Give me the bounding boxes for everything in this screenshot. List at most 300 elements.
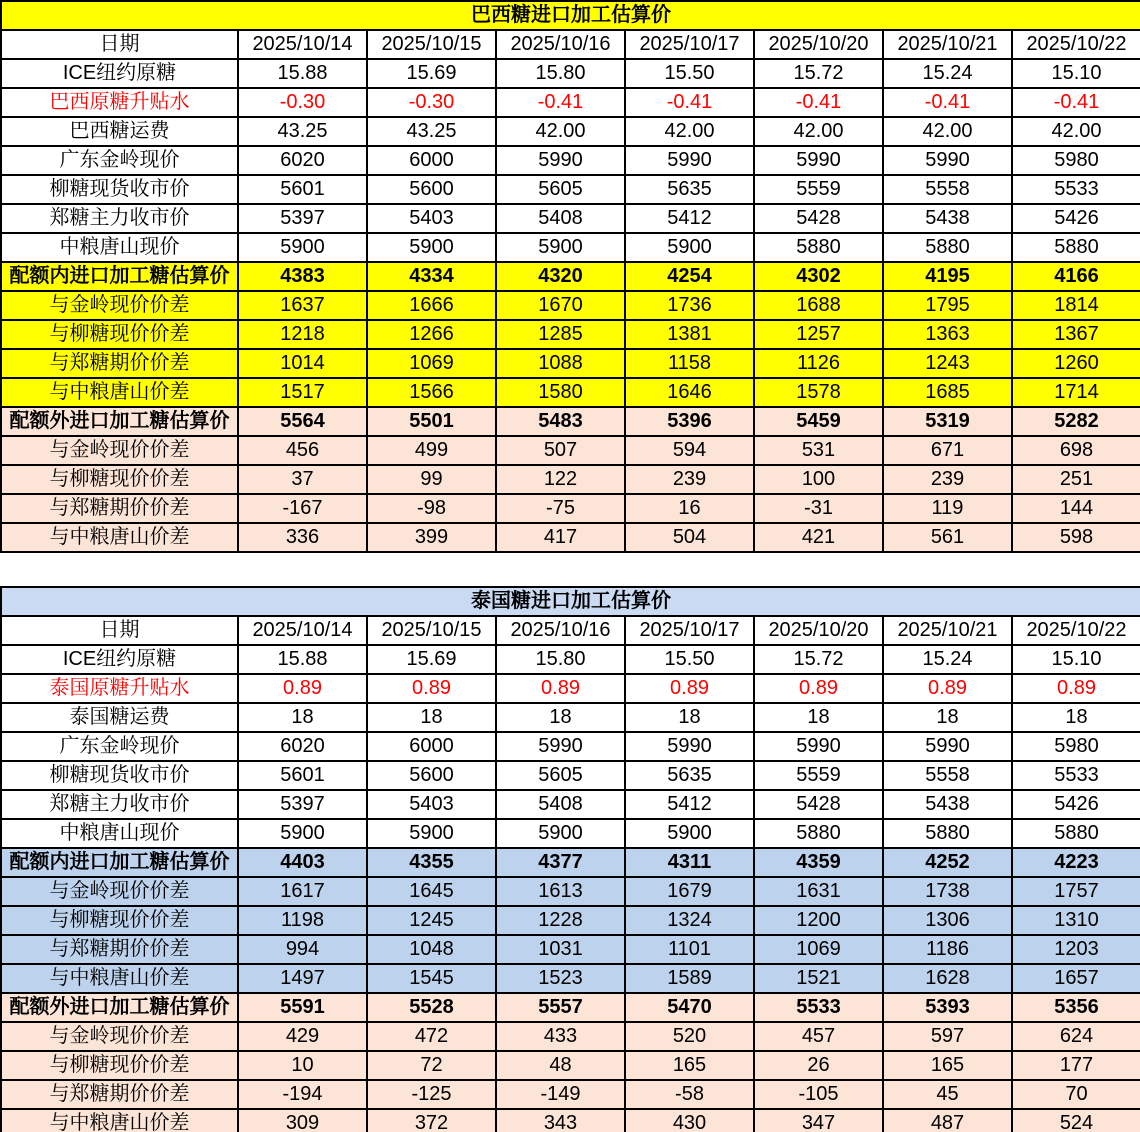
cell-value: 487 [883, 1109, 1012, 1132]
cell-value: 343 [496, 1109, 625, 1132]
cell-value: 4311 [625, 848, 754, 877]
cell-value: 1218 [238, 320, 367, 349]
cell-value: 1566 [367, 378, 496, 407]
cell-value: 42.00 [1012, 117, 1140, 146]
cell-value: 433 [496, 1022, 625, 1051]
date-header-cell: 2025/10/20 [754, 616, 883, 645]
cell-value: 347 [754, 1109, 883, 1132]
cell-value: 37 [238, 465, 367, 494]
cell-value: 5397 [238, 204, 367, 233]
cell-value: 99 [367, 465, 496, 494]
cell-value: 70 [1012, 1080, 1140, 1109]
cell-value: 5900 [238, 233, 367, 262]
cell-value: 15.50 [625, 59, 754, 88]
cell-value: 5319 [883, 407, 1012, 436]
cell-value: 1795 [883, 291, 1012, 320]
table-row [1, 993, 1140, 1022]
cell-value: 5900 [238, 819, 367, 848]
row-label: ICE纽约原糖 [1, 645, 238, 674]
cell-value: -0.41 [496, 88, 625, 117]
table-row [1, 407, 1140, 436]
cell-value: 0.89 [625, 674, 754, 703]
cell-value: 1324 [625, 906, 754, 935]
cell-value: 1228 [496, 906, 625, 935]
cell-value: 0.89 [367, 674, 496, 703]
cell-value: 18 [883, 703, 1012, 732]
cell-value: 5558 [883, 175, 1012, 204]
cell-value: 251 [1012, 465, 1140, 494]
cell-value: 5393 [883, 993, 1012, 1022]
date-header-cell: 2025/10/16 [496, 616, 625, 645]
row-label: 与柳糖现价价差 [1, 320, 238, 349]
cell-value: 1631 [754, 877, 883, 906]
cell-value: 5990 [754, 146, 883, 175]
row-label: 与柳糖现价价差 [1, 1051, 238, 1080]
date-header-cell: 2025/10/20 [754, 30, 883, 59]
cell-value: 0.89 [238, 674, 367, 703]
cell-value: 5900 [496, 819, 625, 848]
cell-value: 239 [625, 465, 754, 494]
table-row [1, 465, 1140, 494]
cell-value: 5426 [1012, 790, 1140, 819]
cell-value: 15.10 [1012, 645, 1140, 674]
cell-value: 561 [883, 523, 1012, 552]
row-label: 与柳糖现价价差 [1, 465, 238, 494]
cell-value: 5528 [367, 993, 496, 1022]
row-label: 与郑糖期价价差 [1, 1080, 238, 1109]
table-row [1, 732, 1140, 761]
cell-value: 100 [754, 465, 883, 494]
cell-value: 5428 [754, 790, 883, 819]
cell-value: 15.69 [367, 645, 496, 674]
cell-value: 0.89 [1012, 674, 1140, 703]
cell-value: 1088 [496, 349, 625, 378]
cell-value: 5564 [238, 407, 367, 436]
table-row [1, 59, 1140, 88]
cell-value: 1158 [625, 349, 754, 378]
cell-value: 5900 [625, 819, 754, 848]
table-row [1, 378, 1140, 407]
row-label: 与金岭现价价差 [1, 436, 238, 465]
cell-value: 15.50 [625, 645, 754, 674]
table-row [1, 964, 1140, 993]
row-label: 与中粮唐山价差 [1, 378, 238, 407]
cell-value: 5533 [754, 993, 883, 1022]
row-label: 郑糖主力收市价 [1, 204, 238, 233]
row-label: 与郑糖期价价差 [1, 494, 238, 523]
cell-value: 10 [238, 1051, 367, 1080]
cell-value: 1517 [238, 378, 367, 407]
cell-value: 5900 [625, 233, 754, 262]
cell-value: 5880 [1012, 819, 1140, 848]
cell-value: 456 [238, 436, 367, 465]
date-header-label: 日期 [1, 30, 238, 59]
cell-value: 1245 [367, 906, 496, 935]
cell-value: 457 [754, 1022, 883, 1051]
cell-value: 1523 [496, 964, 625, 993]
cell-value: -105 [754, 1080, 883, 1109]
date-header-cell: 2025/10/14 [238, 30, 367, 59]
cell-value: -167 [238, 494, 367, 523]
cell-value: -149 [496, 1080, 625, 1109]
cell-value: 1685 [883, 378, 1012, 407]
cell-value: 5412 [625, 204, 754, 233]
cell-value: 5397 [238, 790, 367, 819]
cell-value: 5990 [625, 146, 754, 175]
date-header-cell: 2025/10/17 [625, 616, 754, 645]
table-row [1, 703, 1140, 732]
date-header-cell: 2025/10/17 [625, 30, 754, 59]
cell-value: 1203 [1012, 935, 1140, 964]
cell-value: 5990 [883, 732, 1012, 761]
date-header-cell: 2025/10/15 [367, 616, 496, 645]
date-header-cell: 2025/10/15 [367, 30, 496, 59]
cell-value: 18 [238, 703, 367, 732]
date-header-cell: 2025/10/14 [238, 616, 367, 645]
cell-value: 5605 [496, 761, 625, 790]
cell-value: 5990 [625, 732, 754, 761]
row-label: 巴西糖运费 [1, 117, 238, 146]
cell-value: 1679 [625, 877, 754, 906]
cell-value: 5990 [496, 732, 625, 761]
cell-value: 520 [625, 1022, 754, 1051]
cell-value: 18 [754, 703, 883, 732]
cell-value: 4195 [883, 262, 1012, 291]
cell-value: -0.41 [1012, 88, 1140, 117]
cell-value: 336 [238, 523, 367, 552]
cell-value: 1637 [238, 291, 367, 320]
cell-value: 507 [496, 436, 625, 465]
cell-value: 5600 [367, 761, 496, 790]
cell-value: 421 [754, 523, 883, 552]
cell-value: 499 [367, 436, 496, 465]
cell-value: 6000 [367, 732, 496, 761]
cell-value: 15.24 [883, 645, 1012, 674]
cell-value: 1243 [883, 349, 1012, 378]
cell-value: 15.72 [754, 59, 883, 88]
cell-value: 1306 [883, 906, 1012, 935]
table-row [1, 320, 1140, 349]
cell-value: 5880 [1012, 233, 1140, 262]
table-row [1, 175, 1140, 204]
cell-value: 4377 [496, 848, 625, 877]
table-row [1, 291, 1140, 320]
cell-value: 1714 [1012, 378, 1140, 407]
cell-value: 5403 [367, 790, 496, 819]
cell-value: 18 [367, 703, 496, 732]
cell-value: 0.89 [496, 674, 625, 703]
cell-value: 5990 [754, 732, 883, 761]
table-row [1, 262, 1140, 291]
cell-value: 309 [238, 1109, 367, 1132]
row-label: 柳糖现货收市价 [1, 175, 238, 204]
cell-value: 5438 [883, 790, 1012, 819]
cell-value: 1069 [367, 349, 496, 378]
cell-value: 1545 [367, 964, 496, 993]
table-row [1, 819, 1140, 848]
cell-value: 15.88 [238, 645, 367, 674]
row-label: 配额内进口加工糖估算价 [1, 848, 238, 877]
thailand-sugar-table [0, 586, 1140, 1132]
table-gap [0, 553, 1140, 586]
title-row [1, 587, 1140, 616]
table-row [1, 1051, 1140, 1080]
cell-value: 42.00 [625, 117, 754, 146]
cell-value: 5396 [625, 407, 754, 436]
cell-value: 472 [367, 1022, 496, 1051]
cell-value: 594 [625, 436, 754, 465]
cell-value: 4383 [238, 262, 367, 291]
cell-value: 399 [367, 523, 496, 552]
cell-value: 42.00 [496, 117, 625, 146]
cell-value: 15.88 [238, 59, 367, 88]
cell-value: 597 [883, 1022, 1012, 1051]
cell-value: 1497 [238, 964, 367, 993]
cell-value: 4302 [754, 262, 883, 291]
table-row [1, 146, 1140, 175]
cell-value: 5356 [1012, 993, 1140, 1022]
cell-value: 5990 [883, 146, 1012, 175]
cell-value: 698 [1012, 436, 1140, 465]
cell-value: 5438 [883, 204, 1012, 233]
cell-value: -31 [754, 494, 883, 523]
cell-value: 5605 [496, 175, 625, 204]
row-label: 中粮唐山现价 [1, 233, 238, 262]
date-header-cell: 2025/10/22 [1012, 616, 1140, 645]
cell-value: 5558 [883, 761, 1012, 790]
row-label: 柳糖现货收市价 [1, 761, 238, 790]
cell-value: -0.30 [238, 88, 367, 117]
cell-value: 5601 [238, 175, 367, 204]
date-header-label: 日期 [1, 616, 238, 645]
cell-value: 4254 [625, 262, 754, 291]
cell-value: 5533 [1012, 761, 1140, 790]
table-row [1, 674, 1140, 703]
cell-value: 1628 [883, 964, 1012, 993]
cell-value: 15.72 [754, 645, 883, 674]
row-label: 与柳糖现价价差 [1, 906, 238, 935]
cell-value: 994 [238, 935, 367, 964]
cell-value: 1186 [883, 935, 1012, 964]
cell-value: 1126 [754, 349, 883, 378]
row-label: 配额外进口加工糖估算价 [1, 407, 238, 436]
cell-value: 5403 [367, 204, 496, 233]
cell-value: 177 [1012, 1051, 1140, 1080]
cell-value: 165 [883, 1051, 1012, 1080]
cell-value: 1738 [883, 877, 1012, 906]
cell-value: 4359 [754, 848, 883, 877]
cell-value: 5591 [238, 993, 367, 1022]
table-row [1, 1080, 1140, 1109]
title-row [1, 1, 1140, 30]
cell-value: 1257 [754, 320, 883, 349]
cell-value: 5408 [496, 204, 625, 233]
cell-value: 5282 [1012, 407, 1140, 436]
cell-value: 15.80 [496, 59, 625, 88]
cell-value: 5483 [496, 407, 625, 436]
cell-value: 1101 [625, 935, 754, 964]
cell-value: 15.69 [367, 59, 496, 88]
cell-value: 45 [883, 1080, 1012, 1109]
cell-value: 1069 [754, 935, 883, 964]
cell-value: -0.41 [625, 88, 754, 117]
cell-value: 504 [625, 523, 754, 552]
cell-value: 4403 [238, 848, 367, 877]
cell-value: 119 [883, 494, 1012, 523]
cell-value: 1031 [496, 935, 625, 964]
date-header-cell: 2025/10/21 [883, 616, 1012, 645]
cell-value: 5880 [883, 819, 1012, 848]
cell-value: 239 [883, 465, 1012, 494]
cell-value: 1645 [367, 877, 496, 906]
row-label: 与金岭现价价差 [1, 291, 238, 320]
cell-value: 1666 [367, 291, 496, 320]
cell-value: 5990 [496, 146, 625, 175]
cell-value: 15.10 [1012, 59, 1140, 88]
cell-value: 5601 [238, 761, 367, 790]
table-row [1, 761, 1140, 790]
cell-value: 72 [367, 1051, 496, 1080]
cell-value: 4355 [367, 848, 496, 877]
cell-value: 5428 [754, 204, 883, 233]
cell-value: 15.24 [883, 59, 1012, 88]
cell-value: 1363 [883, 320, 1012, 349]
cell-value: 1589 [625, 964, 754, 993]
cell-value: -194 [238, 1080, 367, 1109]
cell-value: 144 [1012, 494, 1140, 523]
cell-value: 1578 [754, 378, 883, 407]
table-row [1, 848, 1140, 877]
cell-value: 1367 [1012, 320, 1140, 349]
cell-value: 4252 [883, 848, 1012, 877]
cell-value: 624 [1012, 1022, 1140, 1051]
cell-value: 1646 [625, 378, 754, 407]
cell-value: 18 [625, 703, 754, 732]
table-row [1, 204, 1140, 233]
cell-value: 16 [625, 494, 754, 523]
table-row [1, 790, 1140, 819]
cell-value: 5426 [1012, 204, 1140, 233]
cell-value: 1670 [496, 291, 625, 320]
cell-value: 5600 [367, 175, 496, 204]
brazil-sugar-table [0, 0, 1140, 553]
cell-value: 430 [625, 1109, 754, 1132]
cell-value: 4320 [496, 262, 625, 291]
table-row [1, 1109, 1140, 1132]
cell-value: -58 [625, 1080, 754, 1109]
date-header-cell: 2025/10/21 [883, 30, 1012, 59]
table-row [1, 494, 1140, 523]
table-title: 巴西糖进口加工估算价 [1, 1, 1140, 30]
row-label: ICE纽约原糖 [1, 59, 238, 88]
cell-value: 26 [754, 1051, 883, 1080]
cell-value: 42.00 [883, 117, 1012, 146]
cell-value: 42.00 [754, 117, 883, 146]
row-label: 泰国糖运费 [1, 703, 238, 732]
cell-value: 417 [496, 523, 625, 552]
row-label: 中粮唐山现价 [1, 819, 238, 848]
row-label: 与中粮唐山价差 [1, 1109, 238, 1132]
cell-value: 1381 [625, 320, 754, 349]
table-row [1, 349, 1140, 378]
row-label: 与金岭现价价差 [1, 1022, 238, 1051]
table-row [1, 523, 1140, 552]
row-label: 配额内进口加工糖估算价 [1, 262, 238, 291]
cell-value: 1617 [238, 877, 367, 906]
cell-value: 1657 [1012, 964, 1140, 993]
row-label: 配额外进口加工糖估算价 [1, 993, 238, 1022]
table-body [1, 59, 1140, 552]
cell-value: -0.41 [883, 88, 1012, 117]
cell-value: 18 [496, 703, 625, 732]
cell-value: 1200 [754, 906, 883, 935]
cell-value: 15.80 [496, 645, 625, 674]
row-label: 与金岭现价价差 [1, 877, 238, 906]
cell-value: 5470 [625, 993, 754, 1022]
cell-value: 5459 [754, 407, 883, 436]
cell-value: 122 [496, 465, 625, 494]
row-label: 广东金岭现价 [1, 146, 238, 175]
cell-value: 4223 [1012, 848, 1140, 877]
cell-value: 18 [1012, 703, 1140, 732]
row-label: 泰国原糖升贴水 [1, 674, 238, 703]
table-row [1, 233, 1140, 262]
cell-value: 5408 [496, 790, 625, 819]
cell-value: 5501 [367, 407, 496, 436]
cell-value: 165 [625, 1051, 754, 1080]
cell-value: 531 [754, 436, 883, 465]
table-row [1, 88, 1140, 117]
table-row [1, 117, 1140, 146]
cell-value: 4166 [1012, 262, 1140, 291]
table-row [1, 906, 1140, 935]
row-label: 与郑糖期价价差 [1, 935, 238, 964]
cell-value: 6020 [238, 146, 367, 175]
table-row [1, 877, 1140, 906]
cell-value: 5980 [1012, 146, 1140, 175]
cell-value: 43.25 [367, 117, 496, 146]
cell-value: -125 [367, 1080, 496, 1109]
table-row [1, 436, 1140, 465]
cell-value: 372 [367, 1109, 496, 1132]
cell-value: 48 [496, 1051, 625, 1080]
cell-value: 1688 [754, 291, 883, 320]
cell-value: 1580 [496, 378, 625, 407]
cell-value: 1260 [1012, 349, 1140, 378]
cell-value: 1285 [496, 320, 625, 349]
row-label: 与中粮唐山价差 [1, 964, 238, 993]
cell-value: 5412 [625, 790, 754, 819]
cell-value: 1310 [1012, 906, 1140, 935]
cell-value: 5900 [496, 233, 625, 262]
cell-value: 5880 [883, 233, 1012, 262]
cell-value: 1521 [754, 964, 883, 993]
cell-value: 5557 [496, 993, 625, 1022]
date-header-cell: 2025/10/22 [1012, 30, 1140, 59]
row-label: 巴西原糖升贴水 [1, 88, 238, 117]
cell-value: 6000 [367, 146, 496, 175]
date-header-row [1, 30, 1140, 59]
cell-value: 598 [1012, 523, 1140, 552]
row-label: 郑糖主力收市价 [1, 790, 238, 819]
cell-value: -0.41 [754, 88, 883, 117]
cell-value: 0.89 [883, 674, 1012, 703]
table-row [1, 645, 1140, 674]
cell-value: 0.89 [754, 674, 883, 703]
cell-value: 1814 [1012, 291, 1140, 320]
table-title: 泰国糖进口加工估算价 [1, 587, 1140, 616]
cell-value: 5900 [367, 233, 496, 262]
